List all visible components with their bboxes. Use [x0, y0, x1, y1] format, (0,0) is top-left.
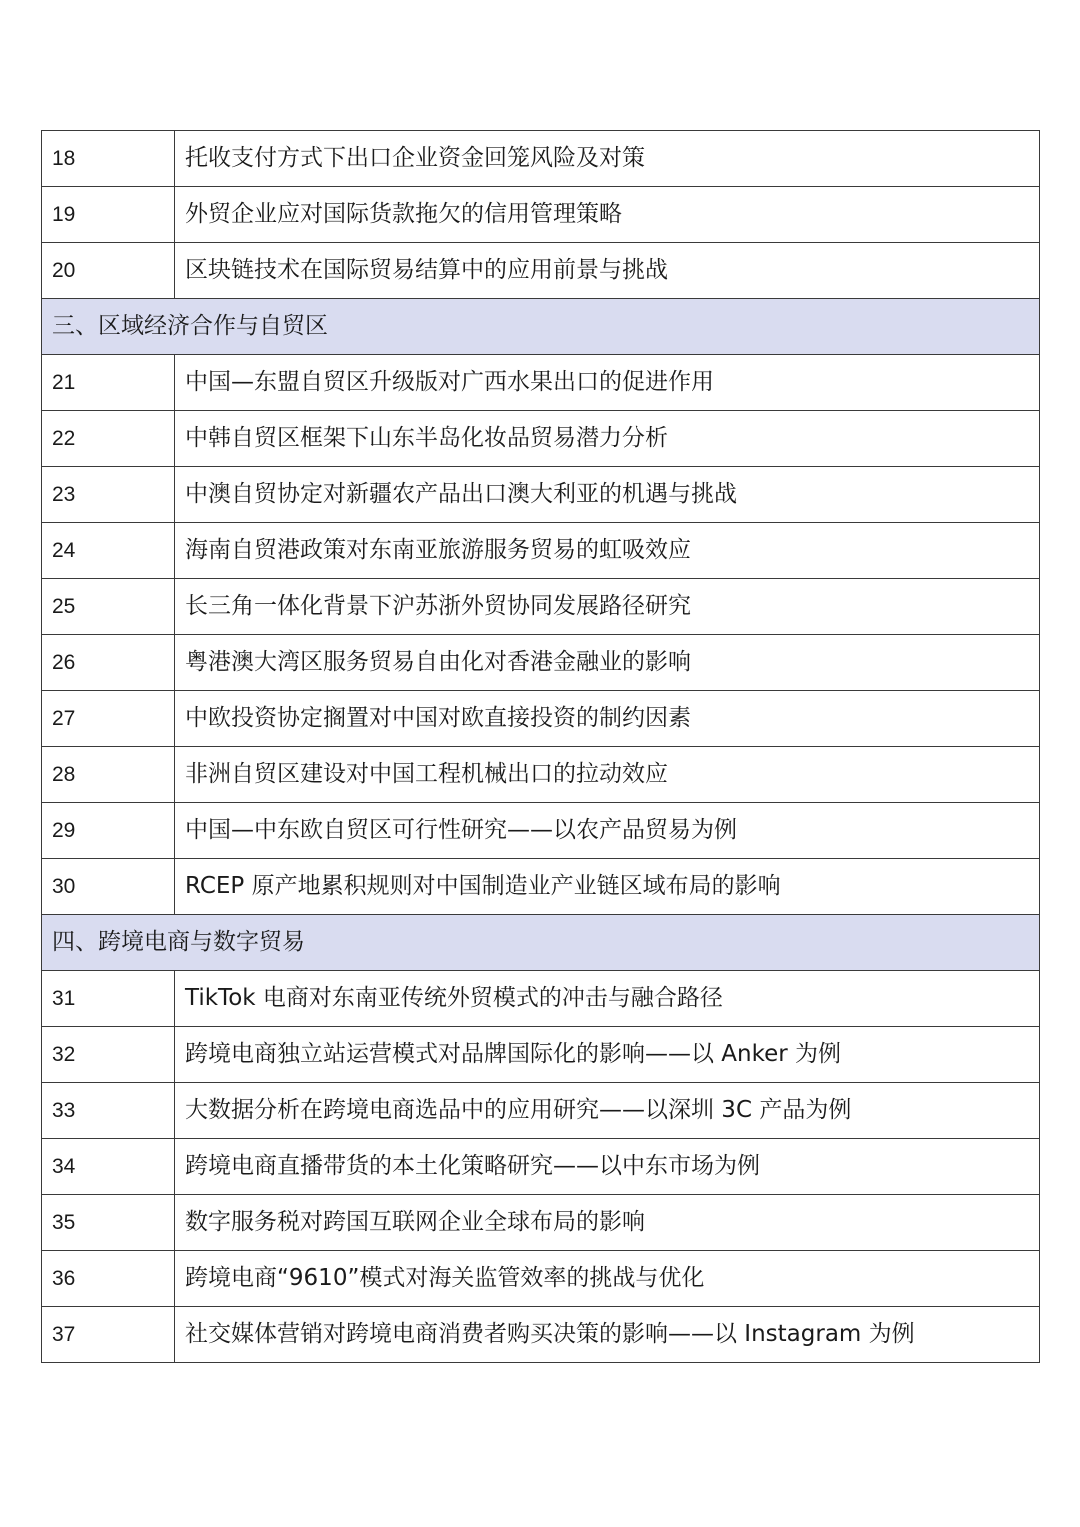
topic-title: 中国—东盟自贸区升级版对广西水果出口的促进作用 — [175, 355, 1040, 411]
table-row — [42, 411, 1040, 467]
section-header-row — [42, 915, 1040, 971]
table-row — [42, 1195, 1040, 1251]
table-row — [42, 243, 1040, 299]
table-row — [42, 803, 1040, 859]
topic-title: 跨境电商独立站运营模式对品牌国际化的影响——以 Anker 为例 — [175, 1027, 1040, 1083]
topic-title: 区块链技术在国际贸易结算中的应用前景与挑战 — [175, 243, 1040, 299]
table-row — [42, 859, 1040, 915]
table-row — [42, 467, 1040, 523]
topic-number: 22 — [42, 411, 175, 467]
topic-number: 32 — [42, 1027, 175, 1083]
table-row — [42, 635, 1040, 691]
topic-number: 36 — [42, 1251, 175, 1307]
topic-title: 中国—中东欧自贸区可行性研究——以农产品贸易为例 — [175, 803, 1040, 859]
table-row — [42, 355, 1040, 411]
table-row — [42, 1251, 1040, 1307]
topic-number: 27 — [42, 691, 175, 747]
table-row — [42, 131, 1040, 187]
topic-title: 跨境电商“9610”模式对海关监管效率的挑战与优化 — [175, 1251, 1040, 1307]
section-header-row — [42, 299, 1040, 355]
topic-number: 24 — [42, 523, 175, 579]
topic-title: 长三角一体化背景下沪苏浙外贸协同发展路径研究 — [175, 579, 1040, 635]
table-row — [42, 747, 1040, 803]
topic-number: 26 — [42, 635, 175, 691]
topic-number: 35 — [42, 1195, 175, 1251]
table-row — [42, 187, 1040, 243]
topic-number: 25 — [42, 579, 175, 635]
topic-table — [41, 130, 1040, 1363]
topic-title: RCEP 原产地累积规则对中国制造业产业链区域布局的影响 — [175, 859, 1040, 915]
section-title: 四、跨境电商与数字贸易 — [42, 915, 1040, 971]
topic-number: 23 — [42, 467, 175, 523]
topic-title: 中韩自贸区框架下山东半岛化妆品贸易潜力分析 — [175, 411, 1040, 467]
topic-title: 海南自贸港政策对东南亚旅游服务贸易的虹吸效应 — [175, 523, 1040, 579]
topic-number: 33 — [42, 1083, 175, 1139]
topic-title: 中欧投资协定搁置对中国对欧直接投资的制约因素 — [175, 691, 1040, 747]
table-row — [42, 971, 1040, 1027]
topic-title: 托收支付方式下出口企业资金回笼风险及对策 — [175, 131, 1040, 187]
topic-number: 19 — [42, 187, 175, 243]
topic-title: 非洲自贸区建设对中国工程机械出口的拉动效应 — [175, 747, 1040, 803]
topic-number: 29 — [42, 803, 175, 859]
table-row — [42, 1139, 1040, 1195]
table-row — [42, 1307, 1040, 1363]
section-title: 三、区域经济合作与自贸区 — [42, 299, 1040, 355]
topic-number: 18 — [42, 131, 175, 187]
topic-number: 20 — [42, 243, 175, 299]
topic-title: 社交媒体营销对跨境电商消费者购买决策的影响——以 Instagram 为例 — [175, 1307, 1040, 1363]
topic-title: TikTok 电商对东南亚传统外贸模式的冲击与融合路径 — [175, 971, 1040, 1027]
topic-title: 跨境电商直播带货的本土化策略研究——以中东市场为例 — [175, 1139, 1040, 1195]
topic-number: 34 — [42, 1139, 175, 1195]
topic-table-body — [42, 131, 1040, 1363]
table-row — [42, 1083, 1040, 1139]
topic-number: 31 — [42, 971, 175, 1027]
topic-title: 中澳自贸协定对新疆农产品出口澳大利亚的机遇与挑战 — [175, 467, 1040, 523]
topic-title: 粤港澳大湾区服务贸易自由化对香港金融业的影响 — [175, 635, 1040, 691]
topic-number: 37 — [42, 1307, 175, 1363]
topic-title: 数字服务税对跨国互联网企业全球布局的影响 — [175, 1195, 1040, 1251]
table-row — [42, 1027, 1040, 1083]
topic-title: 外贸企业应对国际货款拖欠的信用管理策略 — [175, 187, 1040, 243]
table-row — [42, 579, 1040, 635]
table-row — [42, 691, 1040, 747]
table-row — [42, 523, 1040, 579]
topic-title: 大数据分析在跨境电商选品中的应用研究——以深圳 3C 产品为例 — [175, 1083, 1040, 1139]
topic-number: 28 — [42, 747, 175, 803]
topic-number: 21 — [42, 355, 175, 411]
topic-number: 30 — [42, 859, 175, 915]
